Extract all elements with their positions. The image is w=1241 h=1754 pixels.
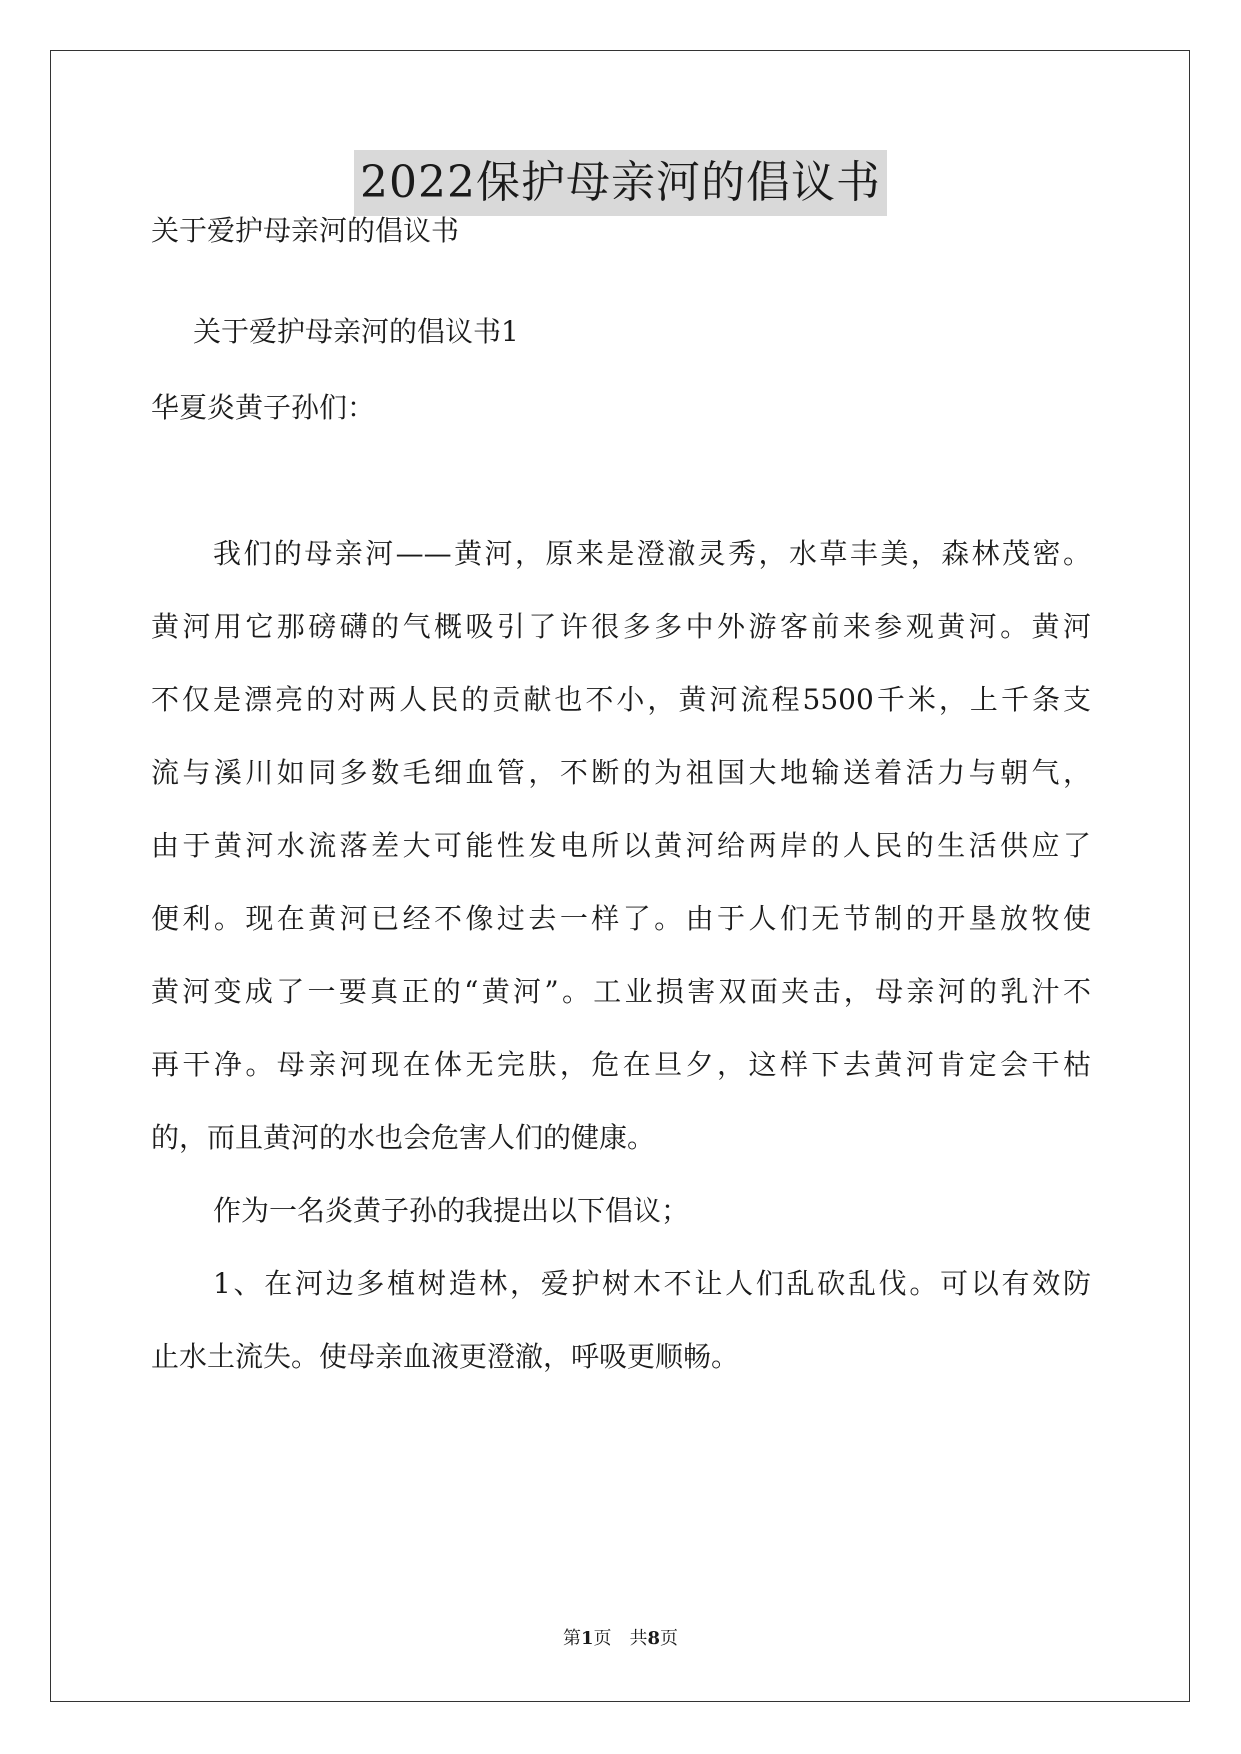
footer-mid: 页 共 — [593, 1628, 648, 1649]
paragraph-line: 1、在河边多植树造林，爱护树木不让人们乱砍乱伐。可以有效防 — [213, 1267, 1091, 1300]
page-footer — [0, 1624, 1241, 1650]
subheading: 关于爱护母亲河的倡议书1 — [193, 315, 519, 348]
paragraph-line: 黄河用它那磅礴的气概吸引了许很多多中外游客前来参观黄河。黄河 — [151, 610, 1091, 643]
paragraph-line: 由于黄河水流落差大可能性发电所以黄河给两岸的人民的生活供应了 — [151, 829, 1091, 862]
paragraph-line: 黄河变成了一要真正的“黄河”。工业损害双面夹击，母亲河的乳汁不 — [151, 975, 1091, 1008]
paragraph-line: 作为一名炎黄子孙的我提出以下倡议； — [213, 1194, 690, 1227]
footer-page-number: 1 — [580, 1628, 594, 1649]
paragraph-line: 不仅是漂亮的对两人民的贡献也不小，黄河流程5500千米，上千条支 — [151, 683, 1091, 716]
footer-total-pages: 8 — [647, 1628, 661, 1649]
page-border — [50, 50, 1190, 1702]
paragraph-line: 流与溪川如同多数毛细血管，不断的为祖国大地输送着活力与朝气， — [151, 756, 1091, 789]
paragraph-line: 我们的母亲河——黄河，原来是澄澈灵秀，水草丰美，森林茂密。 — [213, 537, 1091, 570]
paragraph-line: 再干净。母亲河现在体无完肤，危在旦夕，这样下去黄河肯定会干枯 — [151, 1048, 1091, 1081]
title-container — [0, 150, 1241, 216]
document-title: 2022保护母亲河的倡议书 — [354, 150, 887, 216]
paragraph-line: 止水土流失。使母亲血液更澄澈，呼吸更顺畅。 — [151, 1340, 740, 1373]
heading: 关于爱护母亲河的倡议书 — [151, 214, 460, 247]
paragraph-line: 的，而且黄河的水也会危害人们的健康。 — [151, 1121, 656, 1154]
footer-suffix: 页 — [660, 1628, 679, 1649]
paragraph-line: 便利。现在黄河已经不像过去一样了。由于人们无节制的开垦放牧使 — [151, 902, 1091, 935]
salutation: 华夏炎黄子孙们： — [151, 391, 376, 424]
footer-prefix: 第 — [562, 1628, 581, 1649]
